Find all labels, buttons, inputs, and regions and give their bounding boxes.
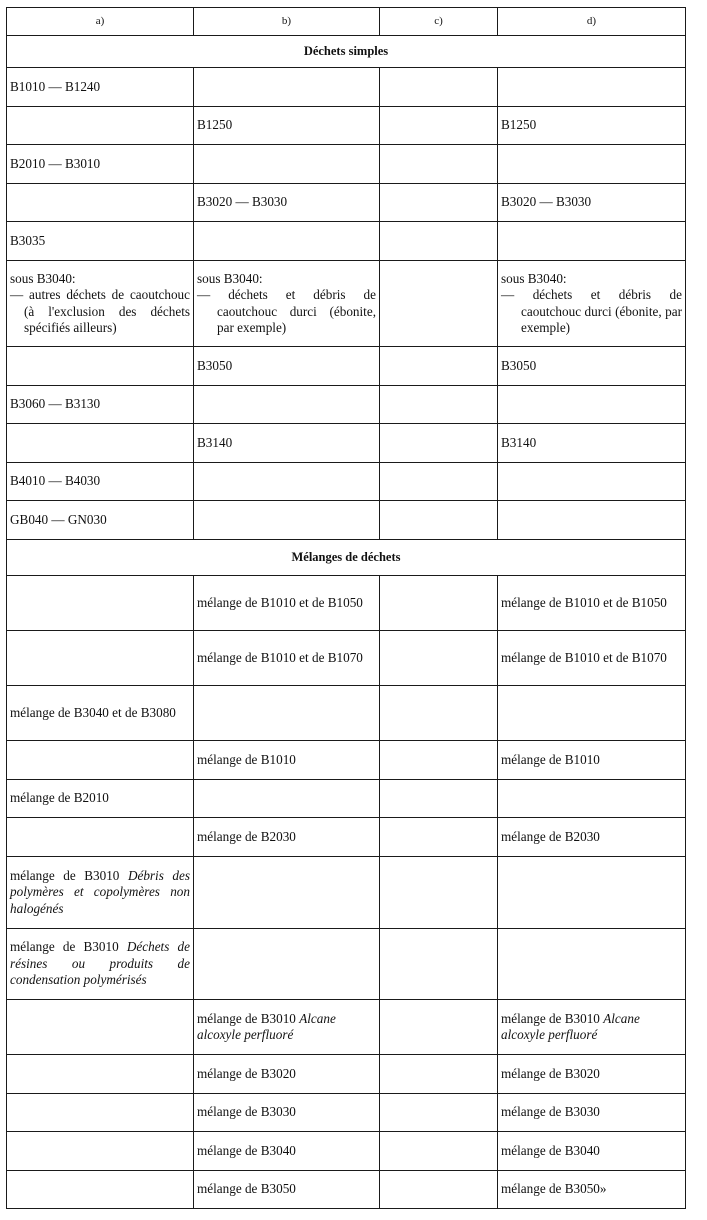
cell-d: mélange de B1010 et de B1070 xyxy=(498,631,686,686)
cell-b xyxy=(194,780,380,818)
cell-c xyxy=(380,576,498,631)
cell-b: B3050 xyxy=(194,347,380,386)
cell-c xyxy=(380,501,498,540)
cell-b xyxy=(194,261,380,347)
cell-italic-text: Débris des polymères et copolymères non halogénés xyxy=(10,867,190,916)
cell-d: mélange de B3030 xyxy=(498,1094,686,1132)
cell-a xyxy=(7,818,194,857)
cell-c xyxy=(380,68,498,107)
cell-b xyxy=(194,929,380,1000)
cell-d: mélange de B1010 et de B1050 xyxy=(498,576,686,631)
cell-b: B3140 xyxy=(194,424,380,463)
table-row xyxy=(7,576,686,631)
cell-a xyxy=(7,857,194,929)
cell-d xyxy=(498,386,686,424)
table-row xyxy=(7,261,686,347)
table-row xyxy=(7,780,686,818)
cell-a: GB040 — GN030 xyxy=(7,501,194,540)
cell-d xyxy=(498,145,686,184)
cell-c xyxy=(380,1094,498,1132)
cell-b xyxy=(194,686,380,741)
table-row xyxy=(7,686,686,741)
table-row xyxy=(7,1055,686,1094)
header-row xyxy=(7,8,686,36)
cell-c xyxy=(380,261,498,347)
cell-heading: sous B3040: xyxy=(10,270,76,286)
cell-text: mélange de B3010 xyxy=(501,1010,604,1026)
table-row xyxy=(7,929,686,1000)
cell-b xyxy=(194,1000,380,1055)
cell-a: B1010 — B1240 xyxy=(7,68,194,107)
cell-b: mélange de B2030 xyxy=(194,818,380,857)
cell-a xyxy=(7,1055,194,1094)
cell-c xyxy=(380,780,498,818)
table-row xyxy=(7,107,686,145)
table-row xyxy=(7,741,686,780)
table-row xyxy=(7,68,686,107)
cell-heading: sous B3040: xyxy=(501,270,567,286)
cell-a xyxy=(7,347,194,386)
cell-d xyxy=(498,501,686,540)
cell-c xyxy=(380,424,498,463)
cell-a: B3035 xyxy=(7,222,194,261)
cell-b: B1250 xyxy=(194,107,380,145)
section-title-waste-mixtures: Mélanges de déchets xyxy=(7,540,686,576)
table-row xyxy=(7,818,686,857)
cell-a: B2010 — B3010 xyxy=(7,145,194,184)
cell-a xyxy=(7,576,194,631)
cell-b: mélange de B3040 xyxy=(194,1132,380,1171)
cell-b xyxy=(194,145,380,184)
indented-item: — déchets et débris de caoutchouc durci (ébonite, par exemple) xyxy=(501,287,682,335)
table-row xyxy=(7,222,686,261)
cell-b xyxy=(194,386,380,424)
cell-italic-text: Alcane alcoxyle perfluoré xyxy=(197,1010,336,1042)
cell-b: mélange de B1010 et de B1070 xyxy=(194,631,380,686)
cell-text: mélange de B3010 xyxy=(10,867,128,883)
cell-c xyxy=(380,1055,498,1094)
table-row xyxy=(7,145,686,184)
cell-d: mélange de B2030 xyxy=(498,818,686,857)
cell-d: B1250 xyxy=(498,107,686,145)
table-row xyxy=(7,631,686,686)
cell-d xyxy=(498,463,686,501)
table-row xyxy=(7,347,686,386)
table-row xyxy=(7,1132,686,1171)
cell-d xyxy=(498,857,686,929)
cell-italic-text: Déchets de résines ou produits de condensation polymérisés xyxy=(10,939,190,988)
cell-d xyxy=(498,68,686,107)
cell-d: mélange de B3050» xyxy=(498,1171,686,1209)
cell-d xyxy=(498,222,686,261)
cell-d xyxy=(498,686,686,741)
cell-d xyxy=(498,261,686,347)
cell-c xyxy=(380,145,498,184)
table-row xyxy=(7,386,686,424)
waste-classification-table xyxy=(6,7,686,1209)
cell-b: mélange de B1010 et de B1050 xyxy=(194,576,380,631)
table-row xyxy=(7,463,686,501)
cell-b xyxy=(194,463,380,501)
cell-a: mélange de B2010 xyxy=(7,780,194,818)
cell-a xyxy=(7,1000,194,1055)
cell-d xyxy=(498,780,686,818)
table-row xyxy=(7,1171,686,1209)
section-row xyxy=(7,36,686,68)
cell-c xyxy=(380,184,498,222)
cell-a xyxy=(7,1171,194,1209)
cell-b xyxy=(194,222,380,261)
table-row xyxy=(7,501,686,540)
indented-item: — autres déchets de caoutchouc (à l'exclusion des déchets spécifiés ailleurs) xyxy=(10,287,190,335)
cell-b: B3020 — B3030 xyxy=(194,184,380,222)
section-row xyxy=(7,540,686,576)
table-row xyxy=(7,1000,686,1055)
cell-a xyxy=(7,1132,194,1171)
cell-c xyxy=(380,818,498,857)
cell-a xyxy=(7,741,194,780)
cell-a: B4010 — B4030 xyxy=(7,463,194,501)
cell-text: mélange de B3010 xyxy=(197,1010,300,1026)
cell-c xyxy=(380,1171,498,1209)
cell-c xyxy=(380,222,498,261)
cell-c xyxy=(380,347,498,386)
cell-d: mélange de B3040 xyxy=(498,1132,686,1171)
cell-c xyxy=(380,929,498,1000)
cell-b: mélange de B3030 xyxy=(194,1094,380,1132)
cell-b: mélange de B3050 xyxy=(194,1171,380,1209)
cell-a xyxy=(7,1094,194,1132)
cell-d xyxy=(498,1000,686,1055)
cell-b xyxy=(194,857,380,929)
cell-a xyxy=(7,184,194,222)
cell-d: B3020 — B3030 xyxy=(498,184,686,222)
table-row xyxy=(7,184,686,222)
cell-d: mélange de B1010 xyxy=(498,741,686,780)
cell-d: mélange de B3020 xyxy=(498,1055,686,1094)
cell-a xyxy=(7,424,194,463)
cell-c xyxy=(380,463,498,501)
indented-item: — déchets et débris de caoutchouc durci (ébonite, par exemple) xyxy=(197,287,376,335)
cell-heading: sous B3040: xyxy=(197,270,263,286)
cell-c xyxy=(380,107,498,145)
column-header-a: a) xyxy=(7,8,194,36)
cell-d xyxy=(498,929,686,1000)
cell-b: mélange de B1010 xyxy=(194,741,380,780)
section-title-simple-wastes: Déchets simples xyxy=(7,36,686,68)
cell-a xyxy=(7,631,194,686)
cell-a xyxy=(7,929,194,1000)
column-header-c: c) xyxy=(380,8,498,36)
cell-c xyxy=(380,857,498,929)
column-header-d: d) xyxy=(498,8,686,36)
cell-d: B3050 xyxy=(498,347,686,386)
cell-c xyxy=(380,1000,498,1055)
cell-a: B3060 — B3130 xyxy=(7,386,194,424)
cell-c xyxy=(380,1132,498,1171)
table-row xyxy=(7,1094,686,1132)
cell-c xyxy=(380,686,498,741)
cell-b: mélange de B3020 xyxy=(194,1055,380,1094)
cell-c xyxy=(380,386,498,424)
table-row xyxy=(7,857,686,929)
cell-c xyxy=(380,741,498,780)
cell-text: mélange de B3010 xyxy=(10,939,127,955)
cell-a: mélange de B3040 et de B3080 xyxy=(7,686,194,741)
cell-a xyxy=(7,261,194,347)
column-header-b: b) xyxy=(194,8,380,36)
cell-b xyxy=(194,68,380,107)
cell-b xyxy=(194,501,380,540)
table-row xyxy=(7,424,686,463)
cell-a xyxy=(7,107,194,145)
cell-c xyxy=(380,631,498,686)
cell-italic-text: Alcane alcoxyle perfluoré xyxy=(501,1010,640,1042)
cell-d: B3140 xyxy=(498,424,686,463)
